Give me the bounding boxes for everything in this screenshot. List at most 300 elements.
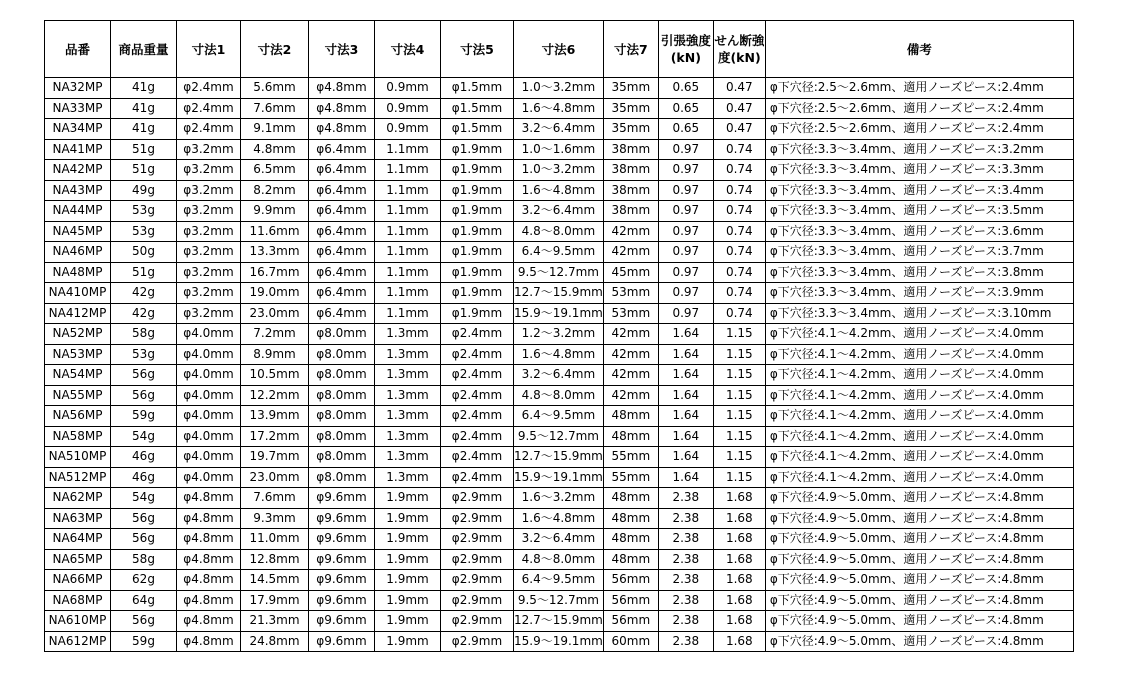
cell-dim1: φ3.2mm [177,242,241,263]
cell-dim1: φ3.2mm [177,201,241,222]
cell-dim7: 55mm [603,447,658,468]
table-row [45,201,1074,222]
table-row [45,631,1074,652]
cell-dim3: φ4.8mm [309,119,375,140]
cell-dim2: 9.3mm [241,508,309,529]
cell-remarks: φ下穴径:4.9～5.0mm、適用ノーズピース:4.8mm [765,488,1073,509]
cell-weight: 53g [111,344,177,365]
cell-dim1: φ4.0mm [177,344,241,365]
cell-dim1: φ4.0mm [177,406,241,427]
cell-dim6: 12.7～15.9mm [514,447,604,468]
header-dim2: 寸法2 [241,21,309,78]
cell-weight: 46g [111,447,177,468]
cell-weight: 50g [111,242,177,263]
cell-product-code: NA54MP [45,365,111,386]
cell-dim5: φ1.5mm [441,119,514,140]
cell-dim2: 6.5mm [241,160,309,181]
cell-tensile-strength: 1.64 [658,467,713,488]
table-row [45,180,1074,201]
cell-dim4: 1.9mm [375,529,441,550]
cell-remarks: φ下穴径:2.5～2.6mm、適用ノーズピース:2.4mm [765,98,1073,119]
cell-dim2: 5.6mm [241,78,309,99]
cell-dim7: 53mm [603,303,658,324]
cell-dim1: φ4.8mm [177,611,241,632]
cell-dim6: 12.7～15.9mm [514,283,604,304]
cell-shear-strength: 0.74 [713,283,765,304]
cell-shear-strength: 0.74 [713,180,765,201]
cell-product-code: NA32MP [45,78,111,99]
cell-dim6: 1.6～4.8mm [514,98,604,119]
cell-tensile-strength: 0.97 [658,262,713,283]
cell-dim3: φ9.6mm [309,611,375,632]
cell-dim1: φ2.4mm [177,119,241,140]
cell-dim4: 1.9mm [375,570,441,591]
header-product-code: 品番 [45,21,111,78]
cell-product-code: NA410MP [45,283,111,304]
cell-dim2: 17.9mm [241,590,309,611]
cell-dim2: 16.7mm [241,262,309,283]
cell-weight: 58g [111,324,177,345]
cell-dim1: φ4.0mm [177,447,241,468]
cell-weight: 54g [111,488,177,509]
cell-dim3: φ4.8mm [309,78,375,99]
cell-product-code: NA41MP [45,139,111,160]
cell-tensile-strength: 0.65 [658,78,713,99]
cell-dim3: φ8.0mm [309,385,375,406]
cell-dim7: 35mm [603,119,658,140]
cell-dim3: φ6.4mm [309,221,375,242]
cell-dim7: 56mm [603,590,658,611]
cell-dim6: 6.4～9.5mm [514,242,604,263]
cell-dim7: 42mm [603,344,658,365]
cell-dim5: φ1.5mm [441,98,514,119]
cell-shear-strength: 0.47 [713,78,765,99]
cell-dim6: 15.9～19.1mm [514,631,604,652]
cell-dim3: φ6.4mm [309,160,375,181]
cell-dim1: φ4.0mm [177,467,241,488]
cell-tensile-strength: 0.97 [658,221,713,242]
cell-dim4: 1.9mm [375,549,441,570]
cell-tensile-strength: 2.38 [658,529,713,550]
cell-tensile-strength: 1.64 [658,406,713,427]
cell-dim5: φ1.9mm [441,221,514,242]
cell-dim1: φ4.8mm [177,508,241,529]
cell-product-code: NA63MP [45,508,111,529]
table-row [45,303,1074,324]
cell-dim7: 48mm [603,426,658,447]
cell-dim7: 53mm [603,283,658,304]
cell-dim1: φ4.8mm [177,590,241,611]
cell-weight: 41g [111,98,177,119]
cell-dim4: 1.3mm [375,344,441,365]
cell-dim4: 1.3mm [375,324,441,345]
cell-dim5: φ1.9mm [441,283,514,304]
cell-dim4: 1.1mm [375,262,441,283]
cell-remarks: φ下穴径:2.5～2.6mm、適用ノーズピース:2.4mm [765,119,1073,140]
cell-product-code: NA66MP [45,570,111,591]
cell-dim1: φ4.8mm [177,529,241,550]
cell-dim2: 4.8mm [241,139,309,160]
cell-remarks: φ下穴径:3.3～3.4mm、適用ノーズピース:3.8mm [765,262,1073,283]
cell-shear-strength: 1.15 [713,385,765,406]
cell-dim1: φ2.4mm [177,98,241,119]
cell-dim5: φ2.9mm [441,488,514,509]
header-dim1: 寸法1 [177,21,241,78]
cell-remarks: φ下穴径:4.1～4.2mm、適用ノーズピース:4.0mm [765,406,1073,427]
cell-dim6: 1.0～3.2mm [514,160,604,181]
cell-dim3: φ9.6mm [309,549,375,570]
table-row [45,529,1074,550]
cell-dim1: φ4.0mm [177,324,241,345]
header-row [45,21,1074,78]
cell-dim2: 7.6mm [241,488,309,509]
cell-dim5: φ2.9mm [441,570,514,591]
cell-dim2: 17.2mm [241,426,309,447]
table-row [45,570,1074,591]
cell-remarks: φ下穴径:3.3～3.4mm、適用ノーズピース:3.3mm [765,160,1073,181]
cell-shear-strength: 0.74 [713,221,765,242]
cell-dim5: φ2.9mm [441,631,514,652]
cell-dim5: φ2.9mm [441,549,514,570]
cell-shear-strength: 1.15 [713,406,765,427]
cell-dim5: φ2.4mm [441,467,514,488]
cell-dim5: φ1.9mm [441,139,514,160]
cell-dim4: 1.9mm [375,590,441,611]
cell-tensile-strength: 0.97 [658,283,713,304]
cell-dim3: φ8.0mm [309,324,375,345]
cell-dim2: 23.0mm [241,467,309,488]
cell-dim3: φ8.0mm [309,365,375,386]
cell-product-code: NA34MP [45,119,111,140]
cell-dim4: 0.9mm [375,78,441,99]
cell-dim2: 19.7mm [241,447,309,468]
cell-dim7: 42mm [603,324,658,345]
cell-remarks: φ下穴径:4.1～4.2mm、適用ノーズピース:4.0mm [765,467,1073,488]
cell-remarks: φ下穴径:3.3～3.4mm、適用ノーズピース:3.10mm [765,303,1073,324]
cell-remarks: φ下穴径:4.9～5.0mm、適用ノーズピース:4.8mm [765,549,1073,570]
cell-remarks: φ下穴径:4.1～4.2mm、適用ノーズピース:4.0mm [765,385,1073,406]
cell-dim1: φ4.8mm [177,570,241,591]
cell-tensile-strength: 2.38 [658,508,713,529]
cell-dim3: φ8.0mm [309,406,375,427]
cell-product-code: NA45MP [45,221,111,242]
cell-dim7: 48mm [603,549,658,570]
cell-weight: 54g [111,426,177,447]
cell-remarks: φ下穴径:4.1～4.2mm、適用ノーズピース:4.0mm [765,324,1073,345]
cell-dim5: φ2.4mm [441,447,514,468]
cell-dim1: φ3.2mm [177,160,241,181]
cell-weight: 56g [111,385,177,406]
cell-weight: 56g [111,529,177,550]
cell-tensile-strength: 2.38 [658,549,713,570]
cell-remarks: φ下穴径:4.9～5.0mm、適用ノーズピース:4.8mm [765,590,1073,611]
cell-product-code: NA58MP [45,426,111,447]
cell-remarks: φ下穴径:4.1～4.2mm、適用ノーズピース:4.0mm [765,426,1073,447]
cell-dim3: φ9.6mm [309,529,375,550]
cell-dim6: 3.2～6.4mm [514,201,604,222]
cell-dim1: φ4.8mm [177,631,241,652]
cell-product-code: NA42MP [45,160,111,181]
cell-dim1: φ3.2mm [177,180,241,201]
header-dim7: 寸法7 [603,21,658,78]
cell-dim6: 9.5～12.7mm [514,590,604,611]
cell-dim7: 38mm [603,180,658,201]
cell-dim3: φ9.6mm [309,570,375,591]
cell-dim6: 4.8～8.0mm [514,385,604,406]
cell-remarks: φ下穴径:4.9～5.0mm、適用ノーズピース:4.8mm [765,631,1073,652]
cell-dim6: 1.6～4.8mm [514,508,604,529]
cell-weight: 51g [111,139,177,160]
cell-remarks: φ下穴径:3.3～3.4mm、適用ノーズピース:3.6mm [765,221,1073,242]
cell-dim7: 42mm [603,242,658,263]
cell-dim6: 1.0～3.2mm [514,78,604,99]
cell-tensile-strength: 1.64 [658,385,713,406]
cell-remarks: φ下穴径:4.9～5.0mm、適用ノーズピース:4.8mm [765,508,1073,529]
header-weight: 商品重量 [111,21,177,78]
table-row [45,488,1074,509]
cell-dim7: 42mm [603,221,658,242]
cell-shear-strength: 1.68 [713,549,765,570]
cell-shear-strength: 1.15 [713,344,765,365]
cell-dim1: φ3.2mm [177,283,241,304]
header-remarks: 備考 [765,21,1073,78]
cell-product-code: NA512MP [45,467,111,488]
cell-remarks: φ下穴径:3.3～3.4mm、適用ノーズピース:3.7mm [765,242,1073,263]
table-row [45,324,1074,345]
table-row [45,406,1074,427]
cell-dim2: 8.2mm [241,180,309,201]
cell-dim3: φ6.4mm [309,201,375,222]
cell-dim3: φ9.6mm [309,488,375,509]
cell-dim7: 56mm [603,611,658,632]
cell-dim6: 4.8～8.0mm [514,549,604,570]
cell-shear-strength: 1.68 [713,631,765,652]
cell-dim6: 3.2～6.4mm [514,119,604,140]
table-row [45,385,1074,406]
cell-dim4: 1.1mm [375,221,441,242]
cell-dim5: φ1.9mm [441,180,514,201]
table-row [45,119,1074,140]
cell-dim5: φ2.4mm [441,324,514,345]
cell-dim7: 55mm [603,467,658,488]
cell-tensile-strength: 1.64 [658,344,713,365]
cell-dim6: 1.6～3.2mm [514,488,604,509]
cell-shear-strength: 1.68 [713,529,765,550]
cell-remarks: φ下穴径:4.9～5.0mm、適用ノーズピース:4.8mm [765,611,1073,632]
cell-product-code: NA52MP [45,324,111,345]
cell-dim3: φ8.0mm [309,467,375,488]
cell-shear-strength: 0.74 [713,139,765,160]
cell-remarks: φ下穴径:2.5～2.6mm、適用ノーズピース:2.4mm [765,78,1073,99]
table-row [45,426,1074,447]
cell-tensile-strength: 1.64 [658,426,713,447]
cell-weight: 59g [111,406,177,427]
cell-tensile-strength: 0.97 [658,201,713,222]
table-row [45,160,1074,181]
table-row [45,467,1074,488]
cell-shear-strength: 1.15 [713,467,765,488]
cell-tensile-strength: 0.97 [658,160,713,181]
cell-dim2: 9.9mm [241,201,309,222]
cell-dim7: 42mm [603,365,658,386]
cell-weight: 42g [111,283,177,304]
cell-shear-strength: 1.68 [713,508,765,529]
cell-product-code: NA46MP [45,242,111,263]
cell-product-code: NA610MP [45,611,111,632]
cell-weight: 53g [111,201,177,222]
cell-dim6: 1.0～1.6mm [514,139,604,160]
cell-shear-strength: 0.74 [713,201,765,222]
cell-dim5: φ2.4mm [441,344,514,365]
cell-dim3: φ6.4mm [309,262,375,283]
cell-dim4: 1.3mm [375,447,441,468]
cell-dim4: 1.1mm [375,303,441,324]
cell-dim2: 12.8mm [241,549,309,570]
cell-product-code: NA612MP [45,631,111,652]
cell-dim5: φ2.9mm [441,590,514,611]
cell-weight: 41g [111,78,177,99]
cell-dim2: 13.9mm [241,406,309,427]
cell-dim6: 15.9～19.1mm [514,467,604,488]
cell-shear-strength: 1.68 [713,570,765,591]
cell-weight: 59g [111,631,177,652]
cell-dim1: φ4.8mm [177,488,241,509]
cell-dim3: φ6.4mm [309,242,375,263]
cell-tensile-strength: 0.65 [658,119,713,140]
cell-remarks: φ下穴径:4.9～5.0mm、適用ノーズピース:4.8mm [765,529,1073,550]
cell-dim7: 48mm [603,406,658,427]
cell-dim6: 3.2～6.4mm [514,529,604,550]
cell-dim5: φ1.9mm [441,242,514,263]
cell-dim4: 0.9mm [375,98,441,119]
cell-dim3: φ8.0mm [309,344,375,365]
cell-dim2: 21.3mm [241,611,309,632]
cell-dim4: 1.3mm [375,385,441,406]
cell-weight: 51g [111,262,177,283]
cell-dim5: φ2.9mm [441,529,514,550]
cell-dim6: 6.4～9.5mm [514,406,604,427]
table-row [45,447,1074,468]
cell-dim3: φ9.6mm [309,508,375,529]
cell-dim3: φ6.4mm [309,283,375,304]
cell-dim4: 1.9mm [375,611,441,632]
header-dim3: 寸法3 [309,21,375,78]
cell-dim4: 1.3mm [375,406,441,427]
cell-dim1: φ3.2mm [177,262,241,283]
cell-dim4: 1.9mm [375,508,441,529]
cell-dim7: 45mm [603,262,658,283]
cell-shear-strength: 1.15 [713,365,765,386]
cell-dim6: 1.6～4.8mm [514,344,604,365]
cell-tensile-strength: 2.38 [658,590,713,611]
cell-weight: 64g [111,590,177,611]
cell-remarks: φ下穴径:3.3～3.4mm、適用ノーズピース:3.5mm [765,201,1073,222]
table-row [45,139,1074,160]
table-row [45,590,1074,611]
cell-dim5: φ2.9mm [441,508,514,529]
cell-dim7: 38mm [603,160,658,181]
cell-weight: 58g [111,549,177,570]
cell-tensile-strength: 1.64 [658,447,713,468]
cell-dim2: 13.3mm [241,242,309,263]
cell-dim3: φ6.4mm [309,139,375,160]
cell-weight: 49g [111,180,177,201]
table-header [45,21,1074,78]
cell-dim4: 1.3mm [375,467,441,488]
table-row [45,78,1074,99]
table-row [45,549,1074,570]
cell-tensile-strength: 1.64 [658,324,713,345]
cell-dim7: 38mm [603,139,658,160]
cell-dim3: φ6.4mm [309,303,375,324]
table-body [45,78,1074,652]
cell-dim4: 1.9mm [375,631,441,652]
cell-dim7: 42mm [603,385,658,406]
cell-tensile-strength: 0.65 [658,98,713,119]
cell-dim2: 11.0mm [241,529,309,550]
cell-dim5: φ2.4mm [441,406,514,427]
cell-dim5: φ2.4mm [441,385,514,406]
cell-weight: 56g [111,611,177,632]
cell-dim2: 23.0mm [241,303,309,324]
cell-tensile-strength: 2.38 [658,611,713,632]
header-dim6: 寸法6 [514,21,604,78]
cell-dim2: 14.5mm [241,570,309,591]
table-row [45,365,1074,386]
cell-shear-strength: 1.68 [713,611,765,632]
cell-dim4: 1.3mm [375,426,441,447]
cell-dim2: 8.9mm [241,344,309,365]
cell-dim1: φ3.2mm [177,139,241,160]
cell-dim2: 7.2mm [241,324,309,345]
cell-dim2: 11.6mm [241,221,309,242]
header-shear-strength: せん断強度(kN) [713,21,765,78]
cell-tensile-strength: 2.38 [658,570,713,591]
cell-weight: 46g [111,467,177,488]
cell-weight: 62g [111,570,177,591]
cell-dim5: φ2.4mm [441,365,514,386]
cell-dim5: φ1.5mm [441,78,514,99]
table-row [45,262,1074,283]
cell-dim4: 1.1mm [375,139,441,160]
cell-shear-strength: 1.15 [713,447,765,468]
cell-remarks: φ下穴径:3.3～3.4mm、適用ノーズピース:3.2mm [765,139,1073,160]
cell-dim3: φ9.6mm [309,631,375,652]
cell-dim7: 48mm [603,488,658,509]
cell-product-code: NA48MP [45,262,111,283]
header-dim4: 寸法4 [375,21,441,78]
cell-product-code: NA510MP [45,447,111,468]
cell-dim6: 3.2～6.4mm [514,365,604,386]
cell-dim6: 6.4～9.5mm [514,570,604,591]
cell-dim3: φ8.0mm [309,447,375,468]
cell-weight: 41g [111,119,177,140]
table-row [45,98,1074,119]
cell-tensile-strength: 0.97 [658,303,713,324]
cell-dim1: φ3.2mm [177,221,241,242]
cell-product-code: NA53MP [45,344,111,365]
cell-dim7: 60mm [603,631,658,652]
cell-dim6: 9.5～12.7mm [514,426,604,447]
cell-product-code: NA43MP [45,180,111,201]
cell-shear-strength: 0.47 [713,119,765,140]
cell-dim2: 24.8mm [241,631,309,652]
cell-remarks: φ下穴径:3.3～3.4mm、適用ノーズピース:3.9mm [765,283,1073,304]
cell-dim6: 4.8～8.0mm [514,221,604,242]
cell-dim4: 1.1mm [375,283,441,304]
cell-remarks: φ下穴径:4.1～4.2mm、適用ノーズピース:4.0mm [765,344,1073,365]
cell-dim6: 12.7～15.9mm [514,611,604,632]
